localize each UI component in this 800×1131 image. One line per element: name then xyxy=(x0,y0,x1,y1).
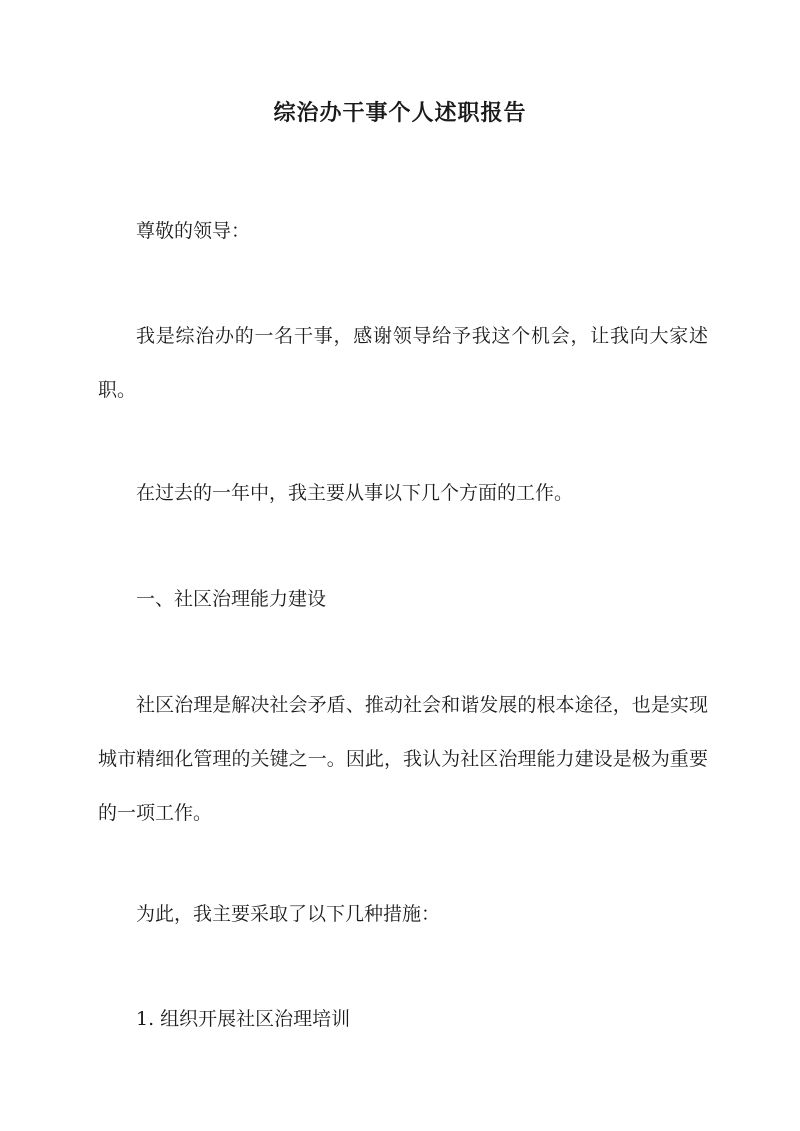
measures-intro-paragraph: 为此，我主要采取了以下几种措施： xyxy=(136,903,441,925)
past-year-paragraph: 在过去的一年中，我主要从事以下几个方面的工作。 xyxy=(136,482,574,504)
intro-paragraph: 我是综治办的一名干事，感谢领导给予我这个机会，让我向大家述职。 xyxy=(98,325,708,401)
list-item-1: 1. 组织开展社区治理培训 xyxy=(136,1008,351,1030)
document-title: 综治办干事个人述职报告 xyxy=(273,100,527,126)
greeting-paragraph: 尊敬的领导： xyxy=(136,220,251,242)
section1-body-paragraph: 社区治理是解决社会矛盾、推动社会和谐发展的根本途径，也是实现城市精细化管理的关键之一。因此，我认为社区治理能力建设是极为重要的一项工作。 xyxy=(98,694,708,824)
section1-heading: 一、社区治理能力建设 xyxy=(136,588,327,610)
